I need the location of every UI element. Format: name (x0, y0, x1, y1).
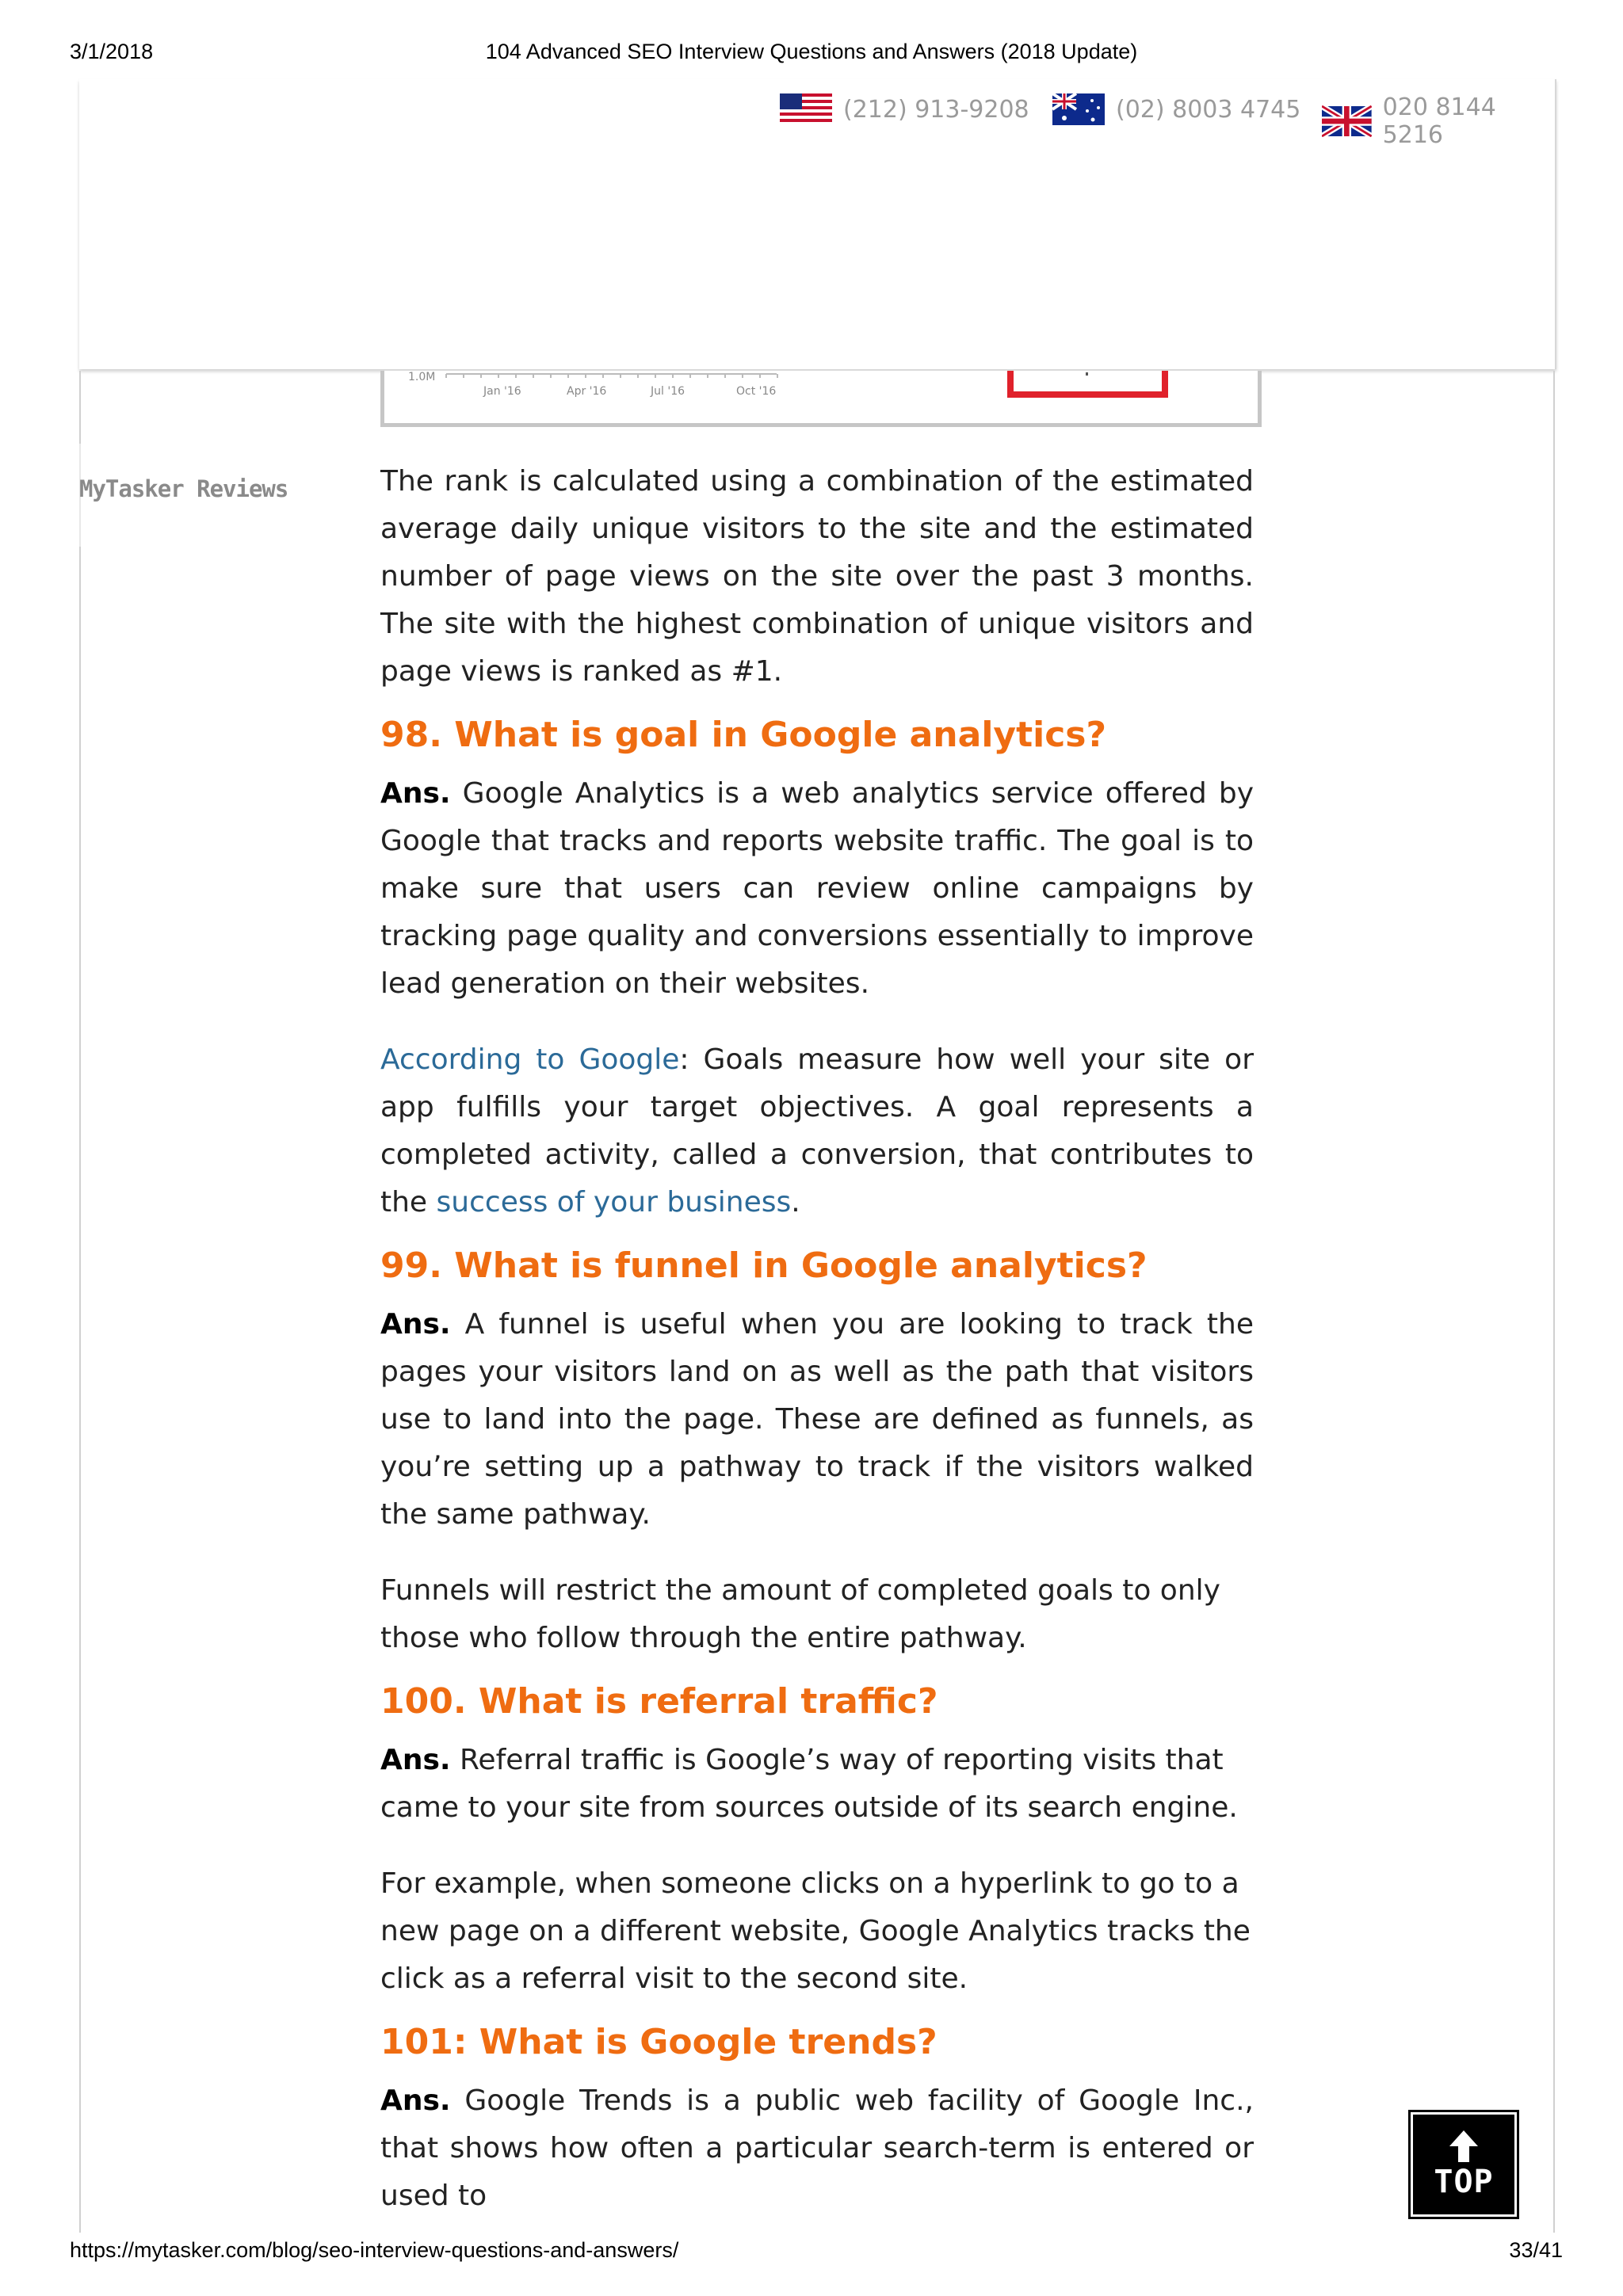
print-page-number: 33/41 (1509, 2238, 1563, 2262)
success-of-your-business-link[interactable]: success of your business (436, 1186, 792, 1219)
frame-left-border (79, 371, 81, 2233)
contact-us[interactable] (780, 93, 1029, 125)
sidebar-reviews-link[interactable]: MyTasker Reviews (79, 475, 288, 502)
uk-flag-icon (1322, 105, 1372, 137)
q100-paragraph-2: For example, when someone clicks on a hyperlink to go to a new page on a different website, Google Analytics tracks the click as a referral visit to the second site. (380, 1867, 1251, 1995)
heading-q101: 101: What is Google trends? (380, 2022, 938, 2062)
heading-q100: 100. What is referral traffic? (380, 1681, 938, 1722)
q101-answer-text: Google Trends is a public web facility of Google Inc., that shows how often a particular search-term is entered or used to (380, 2084, 1254, 2212)
top-label: TOP (1434, 2164, 1494, 2200)
contact-bar (79, 79, 1556, 369)
q98-answer-text: Google Analytics is a web analytics service offered by Google that tracks and reports website traffic. The goal is to make sure that users can review online campaigns by tracking page quality and conversions essentially to improve lead generation on their websites. (380, 777, 1254, 1000)
heading-q98: 98. What is goal in Google analytics? (380, 715, 1106, 755)
print-title: 104 Advanced SEO Interview Questions and Answers (2018 Update) (485, 40, 1138, 63)
q98-paragraph-2 (380, 1036, 1254, 1226)
print-date: 3/1/2018 (70, 40, 154, 63)
ans-label: Ans. (380, 2084, 451, 2117)
chart-svg (384, 371, 1258, 423)
q98-p2-text: : Goals measure how well your site or app fulfills your target objectives. A goal represents a completed activity, called a conversion, that contributes to the (380, 1043, 1254, 1219)
alexa-chart-fragment (380, 371, 1262, 427)
back-to-top-button[interactable] (1411, 2112, 1517, 2217)
au-flag-icon (1052, 93, 1105, 125)
chart-x-tick-label: Apr '16 (567, 385, 607, 398)
phone-us[interactable]: (212) 913-9208 (843, 95, 1029, 124)
chart-x-tick-label: Jan '16 (483, 385, 521, 398)
heading-q99: 99. What is funnel in Google analytics? (380, 1245, 1148, 1286)
according-to-google-link[interactable]: According to Google (380, 1043, 680, 1076)
q101-answer (380, 2077, 1254, 2220)
contact-uk[interactable] (1322, 93, 1555, 149)
intro-paragraph: The rank is calculated using a combination of the estimated average daily unique visitors to the site and the estimated number of page views on the site over the past 3 months. The site with the highest combination of unique visitors and page views is ranked as #1. (380, 465, 1254, 688)
q100-answer (380, 1737, 1254, 1832)
q98-answer (380, 770, 1254, 1008)
frame-right-border (1553, 371, 1555, 2233)
q99-paragraph-2: Funnels will restrict the amount of completed goals to only those who follow through the entire pathway. (380, 1574, 1220, 1654)
article-body (380, 458, 1254, 2220)
chart-y-label: 1.0M (408, 371, 436, 383)
us-flag-icon (780, 93, 832, 125)
phone-au[interactable]: (02) 8003 4745 (1116, 95, 1301, 124)
phone-uk[interactable]: 020 8144 5216 (1382, 93, 1496, 149)
arrow-up-icon (1448, 2129, 1480, 2164)
print-url: https://mytasker.com/blog/seo-interview-questions-and-answers/ (70, 2238, 679, 2262)
q100-answer-text: Referral traffic is Google’s way of reporting visits that came to your site from sources outside of its search engine. (380, 1744, 1238, 1824)
chart-x-tick-label: Jul '16 (651, 385, 685, 398)
q99-answer (380, 1301, 1254, 1539)
q98-p2-end: . (791, 1186, 800, 1219)
q99-answer-text: A funnel is useful when you are looking to track the pages your visitors land on as well as the path that visitors use to land into the page. These are defined as funnels, as you’re setting up a pathway to track if the visitors walked the same pathway. (380, 1308, 1254, 1531)
chart-x-tick-label: Oct '16 (736, 385, 777, 398)
ans-label: Ans. (380, 777, 451, 810)
chart-red-box-mark (1086, 372, 1088, 376)
contact-au[interactable] (1052, 93, 1300, 125)
ans-label: Ans. (380, 1744, 451, 1776)
ans-label: Ans. (380, 1308, 451, 1341)
